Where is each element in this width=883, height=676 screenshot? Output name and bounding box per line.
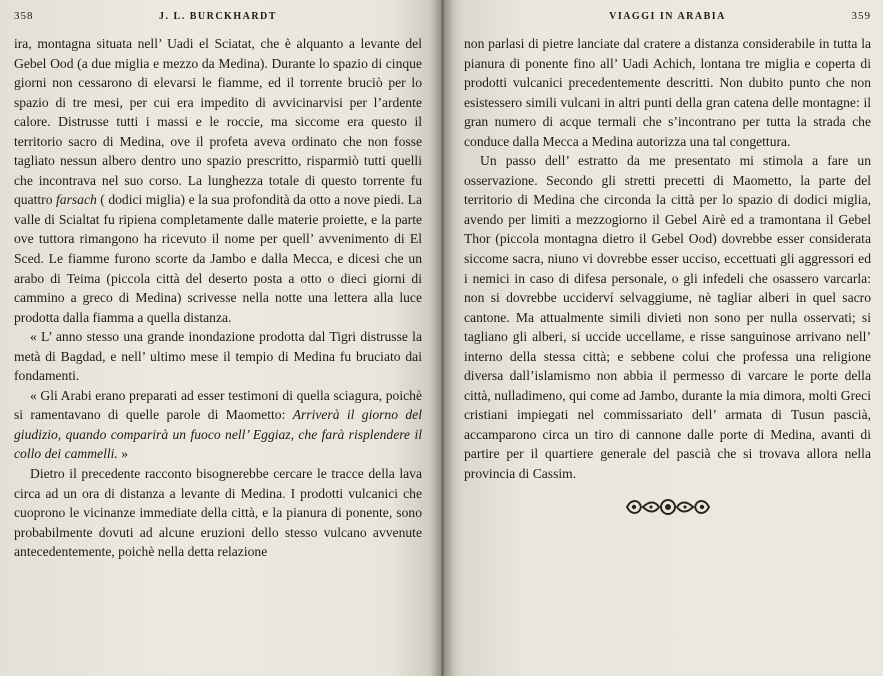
paragraph — [464, 34, 871, 151]
paragraph — [14, 327, 422, 386]
paragraph — [14, 464, 422, 562]
italic-text-run: farsach — [56, 192, 97, 208]
paragraph — [464, 151, 871, 483]
text-run: « Gli Arabi erano preparati ad esser testimoni di quella sciagura, poichè si ramentavano di quelle parole di Maometto: — [14, 387, 422, 423]
text-run: Dietro il precedente racconto bisognerebbe cercare le tracce della lava circa ad un ora di distanza a levante di Medina. I prodotti vulcanici che cuoprono le vicinanze immediate della città, e la pianura di ponente, sono probabilmente dovuti ad alcune eruzioni dello stesso vulcano avvenute antecedentemente, poichè nella detta relazione — [14, 466, 422, 560]
right-page-number: 359 — [851, 10, 871, 22]
text-run: non parlasi di pietre lanciate dal cratere a distanza considerabile in tutta la pianura di ponente fino all’ Uadi Achich, lontana tre miglia e coperta di prodotti vulcanici precedentemente descritti. Non dubito punto che non esistessero simili vulcani in altri punti della gran catena delle montagne: il gran numero di acque termali che s’incontrano per tutta la strada che conduce dalla Mecca a Medina autorizza una tal congettura. — [464, 36, 871, 149]
left-running-head — [14, 10, 422, 28]
right-running-head — [464, 10, 871, 28]
paragraph — [14, 386, 422, 464]
text-run: ( dodici miglia) e la sua profondità da otto a nove piedi. La valle di Scialtat fu ripiena completamente dalle materie proiette, e la parte ove tuttora rimangono ha ricevuto il nome per quell’ avvenimento di El Sced. Le fiamme furono scorte da Jambo e dalla Mecca, e dicesi che un arabo di Teima (piccola città del deserto posta a otto o dieci giorni di cammino a greco di Medina) scrivesse nella notte una lettera alla luce prodotta dalla fiamma a quella distanza. — [14, 192, 423, 325]
left-page-number: 358 — [14, 10, 34, 22]
decorative-fleuron-icon — [464, 496, 871, 518]
right-page — [442, 0, 883, 676]
text-run: ira, montagna situata nell’ Uadi el Sciatat, che è alquanto a levante del Gebel Ood (a due miglia e mezzo da Medina). Durante lo spazio di cinque giorni non cessarono di elevarsi le fiamme, ed il torrente bruciò per lo spazio di tre mesi, per cui era impedito di avvicinarvisi per l’ardente calore. Distrusse tutti i massi e le roccie, ma siccome era questo il territorio sacro di Medina, ove il profeta aveva ordinato che non fosse tagliato nessun albero dentro uno spazio prescritto, risparmiò tutti quelli che incontrava nel suo corso. La lunghezza totale di questo torrente fu quattro — [14, 36, 422, 208]
italic-text-run: Arriverà il giorno del giudizio, quando comparirà un fuoco nell’ Eggiaz, che farà risplendere il collo dei cammelli. — [14, 407, 422, 462]
left-page-text — [14, 34, 422, 562]
text-run: » — [117, 446, 129, 462]
paragraph — [14, 34, 422, 327]
left-running-title: J. L. BURCKHARDT — [159, 11, 277, 22]
text-run: Un passo dell’ estratto da me presentato mi stimola a fare un osservazione. Secondo gli stretti precetti di Maometto, la parte del territorio di Medina che circonda la città per lo spazio di dodici miglia, avendo per limiti a mezzogiorno il Gebel Airè ed a tramontana il Gebel Thor (piccola montagna dietro il Gebel Ood) dovrebbe esser considerata siccome sacra, niuno vi dovrebbe esser ucciso, eccettuati gli aggressori ed i nemici in caso di difesa personale, o gli infedeli che osassero varcarla: non si dovrebbe ucciderví selvaggiume, nè tagliar alberi in quel sacro cantone. Ma attualmente simili divieti non sono per nulla osservati; si tagliano gli alberi, si uccide uccellame, e risse sanguinose arrivano nell’ interno della stessa città; e sebbene colui che professa una religione diversa dall’islamismo non abbia il permesso di varcare le porte della città, nulladimeno, qui come ad Jambo, durante la mia dimora, molti Greci cristiani impiegati nel commissariato dell’ armata di Tusun pascià, accamparono circa un tiro di cannone dalle porte di Medina, avanti di partire per il quartiere generale del pascià che si trovava allora nella provincia di Cassim. — [464, 153, 871, 482]
right-running-title: VIAGGI IN ARABIA — [609, 11, 726, 22]
fleuron-svg — [623, 496, 713, 518]
right-page-text — [464, 34, 871, 484]
text-run: « L’ anno stesso una grande inondazione prodotta dal Tigri distrusse la metà di Bagdad, e nell’ ultimo mese il tempio di Medina fu bruciato dai fondamenti. — [14, 329, 422, 384]
